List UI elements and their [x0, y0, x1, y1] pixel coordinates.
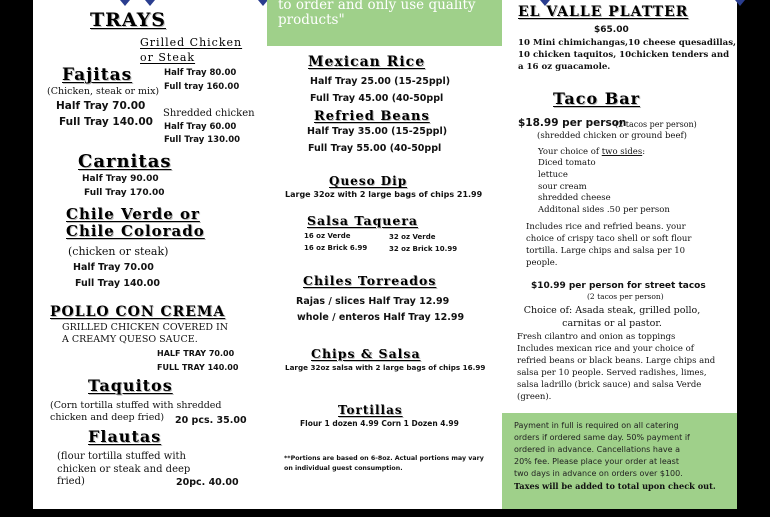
rice-full: Full Tray 45.00 (40-50ppl [310, 93, 444, 104]
choice-underline: two sides [601, 147, 643, 157]
taco-bar-includes: Includes rice and refried beans. your choice of crispy taco shell or soft flour tortilla. Large chips and salsa per 10 people. [526, 222, 692, 268]
beans-full: Full Tray 55.00 (40-50ppl [308, 143, 442, 154]
grilled-half: Half Tray 80.00 [164, 68, 237, 78]
rice-title: Mexican Rice [308, 54, 426, 70]
taco-bar-meat: (shredded chicken or ground beef) [537, 131, 687, 141]
pollo-desc: GRILLED CHICKEN COVERED IN A CREAMY QUESO SAUCE. [62, 322, 229, 345]
taquitos-price: 20 pcs. 35.00 [175, 415, 247, 426]
chips-desc: Large 32oz salsa with 2 large bags of chips 16.99 [285, 363, 486, 372]
platter-price: $65.00 [594, 25, 629, 35]
salsa-16-verde: 16 oz Verde [304, 232, 351, 240]
beans-title: Refried Beans [314, 109, 430, 124]
decorative-triangle [120, 0, 130, 6]
chile-title: Chile Verde or Chile Colorado [66, 205, 205, 240]
pollo-full: FULL TRAY 140.00 [157, 363, 239, 372]
street-note: (2 tacos per person) [587, 292, 664, 301]
flautas-title: Flautas [88, 427, 162, 446]
taco-bar-title: Taco Bar [553, 89, 641, 108]
payment-taxes: Taxes will be added to total upon check out. [514, 481, 716, 491]
street-desc: Fresh cilantro and onion as toppings Includes mexican rice and your choice of refried beans or black beans. Large chips and salsa per 10 people. Served radishes, limes, salsa ladrillo (brick sauce) and salsa Verde (green). [517, 332, 716, 402]
chile-half: Half Tray 70.00 [73, 262, 154, 273]
chiles-line1: Rajas / slices Half Tray 12.99 [296, 296, 450, 307]
taco-bar-price-note: (2 tacos per person) [615, 120, 697, 129]
grilled-chicken-heading: Grilled Chicken or Steak [140, 36, 243, 64]
decorative-triangle [735, 0, 745, 6]
carnitas-title: Carnitas [78, 151, 172, 172]
chile-full: Full Tray 140.00 [75, 278, 160, 289]
shredded-chicken-label: Shredded chicken [163, 108, 255, 119]
taco-bar-options: Diced tomato lettuce sour cream shredded cheese Additonal sides .50 per person [538, 158, 670, 216]
taco-bar-price: $18.99 per person [518, 117, 627, 129]
shredded-full: Full Tray 130.00 [164, 135, 241, 145]
pollo-title: POLLO CON CREMA [50, 304, 226, 320]
tortillas-desc: Flour 1 dozen 4.99 Corn 1 Dozen 4.99 [300, 419, 459, 428]
salsa-32-verde: 32 oz Verde [389, 233, 436, 241]
salsa-16-brick: 16 oz Brick 6.99 [304, 244, 368, 252]
fajitas-full: Full Tray 140.00 [59, 116, 153, 128]
platter-title: EL VALLE PLATTER [518, 4, 689, 20]
queso-title: Queso Dip [329, 174, 408, 188]
flautas-desc: (flour tortilla stuffed with chicken or steak and deep fried) [57, 451, 191, 487]
banner-text: to order and only use quality products" [278, 0, 476, 28]
carnitas-full: Full Tray 170.00 [84, 188, 165, 198]
salsa-32-brick: 32 oz Brick 10.99 [389, 245, 458, 253]
chiles-line2: whole / enteros Half Tray 12.99 [297, 312, 465, 323]
taquitos-desc: (Corn tortilla stuffed with shredded chicken and deep fried) [50, 400, 222, 423]
chile-desc: (chicken or steak) [68, 245, 169, 258]
chips-title: Chips & Salsa [311, 346, 421, 361]
rice-half: Half Tray 25.00 (15-25ppl) [310, 76, 451, 87]
pollo-half: HALF TRAY 70.00 [157, 349, 235, 358]
platter-desc: 10 Mini chimichangas,10 cheese quesadillas, 10 chicken taquitos, 10chicken tenders and a 16 oz guacamole. [518, 38, 737, 72]
taco-bar-choice [538, 147, 645, 157]
flautas-price: 20pc. 40.00 [176, 477, 239, 488]
beans-half: Half Tray 35.00 (15-25ppl) [307, 126, 448, 137]
queso-desc: Large 32oz with 2 large bags of chips 21.99 [285, 190, 483, 199]
taquitos-title: Taquitos [88, 376, 173, 395]
grilled-full: Full tray 160.00 [164, 82, 240, 92]
chiles-title: Chiles Torreados [303, 273, 437, 288]
payment-text: Payment in full is required on all catering orders if ordered same day. 50% payment if ordered in advance. Cancellations have a 20% fee. Please place your order at least two days in advance on orders over $100. [514, 421, 690, 478]
decorative-triangle [145, 0, 155, 6]
portions-note: **Portions are based on 6-8oz. Actual portions may vary on individual guest consumption. [284, 455, 484, 472]
street-choice: Choice of: Asada steak, grilled pollo, carnitas or al pastor. [523, 305, 701, 329]
trays-title: TRAYS [90, 9, 167, 31]
salsa-title: Salsa Taquera [307, 213, 419, 228]
choice-suffix: : [642, 147, 646, 157]
choice-prefix: Your choice of [538, 147, 602, 157]
fajitas-title: Fajitas [62, 65, 133, 85]
shredded-half: Half Tray 60.00 [164, 122, 237, 132]
carnitas-half: Half Tray 90.00 [82, 174, 159, 184]
fajitas-desc: (Chicken, steak or mix) [47, 86, 160, 97]
street-price: $10.99 per person for street tacos [531, 281, 706, 291]
tortillas-title: Tortillas [338, 403, 403, 417]
fajitas-half: Half Tray 70.00 [56, 100, 146, 112]
